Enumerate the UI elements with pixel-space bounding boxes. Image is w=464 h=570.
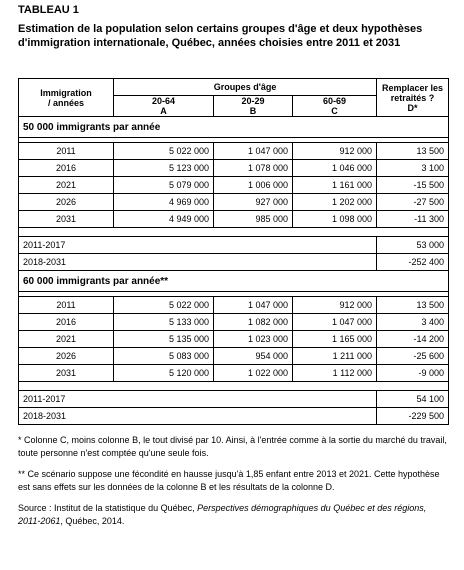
table-row: 2031 4 949 000 985 000 1 098 000 -11 300 xyxy=(19,211,449,228)
summary-row: 2011-2017 54 100 xyxy=(19,391,449,408)
section-title: 60 000 immigrants par année** xyxy=(19,271,449,292)
table-row: 2021 5 135 000 1 023 000 1 165 000 -14 200 xyxy=(19,331,449,348)
table-row: 2011 5 022 000 1 047 000 912 000 13 500 xyxy=(19,297,449,314)
table-label: TABLEAU 1 xyxy=(18,4,79,16)
source-note: Source : Institut de la statistique du Québec, Perspectives démographiques du Québec et des régions, 2011-2061, Québec, 2014. xyxy=(18,503,427,526)
table-row: 2011 5 022 000 1 047 000 912 000 13 500 xyxy=(19,143,449,160)
footnotes xyxy=(18,434,448,536)
section-title: 50 000 immigrants par année xyxy=(19,117,449,138)
age-col-c: 60-69 C xyxy=(293,96,377,117)
summary-row: 2018-2031 -252 400 xyxy=(19,254,449,271)
table-row: 2026 4 969 000 927 000 1 202 000 -27 500 xyxy=(19,194,449,211)
groups-header: Groupes d'âge xyxy=(114,79,377,96)
table-row: 2021 5 079 000 1 006 000 1 161 000 -15 500 xyxy=(19,177,449,194)
immigration-header: Immigration / années xyxy=(19,79,114,117)
footnote-2: ** Ce scénario suppose une fécondité en hausse jusqu'à 1,85 enfant entre 2013 et 2021. Cette hypothèse est sans effets sur les données de la colonne B et les résultats de la colonne D. xyxy=(18,469,440,492)
table-row: 2031 5 120 000 1 022 000 1 112 000 -9 000 xyxy=(19,365,449,382)
age-col-a: 20-64 A xyxy=(114,96,214,117)
replace-header: Remplacer les retraités ? D* xyxy=(377,79,449,117)
footnote-1: * Colonne C, moins colonne B, le tout divisé par 10. Ainsi, à l'entrée comme à la sortie du marché du travail, toute personne n'est comptée qu'une seule fois. xyxy=(18,435,447,458)
table-row: 2016 5 133 000 1 082 000 1 047 000 3 400 xyxy=(19,314,449,331)
table-title: Estimation de la population selon certains groupes d'âge et deux hypothèses d'immigration internationale, Québec, années choisies entre 2011 et 2031 xyxy=(18,23,423,49)
summary-row: 2011-2017 53 000 xyxy=(19,237,449,254)
population-table xyxy=(18,78,449,425)
table-row: 2026 5 083 000 954 000 1 211 000 -25 600 xyxy=(19,348,449,365)
age-col-b: 20-29 B xyxy=(214,96,293,117)
summary-row: 2018-2031 -229 500 xyxy=(19,408,449,425)
table-row: 2016 5 123 000 1 078 000 1 046 000 3 100 xyxy=(19,160,449,177)
